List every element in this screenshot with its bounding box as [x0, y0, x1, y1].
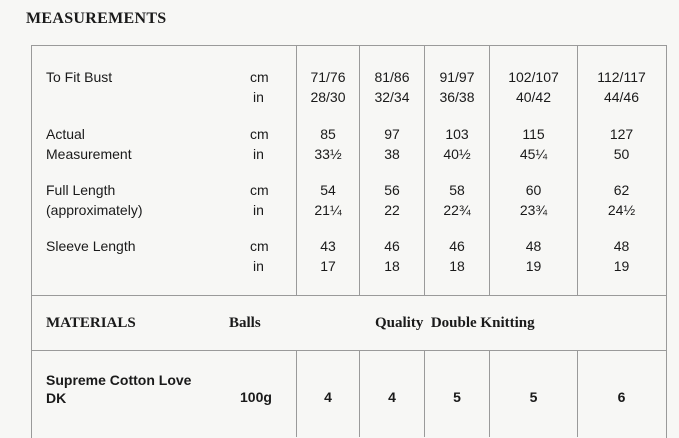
yarn-name: DK [46, 390, 67, 406]
value-cell: 97 [384, 126, 400, 142]
page-title: MEASUREMENTS [26, 10, 167, 27]
value-cell: 50 [613, 146, 630, 162]
unit-in: in [253, 258, 264, 274]
value-cell: 48 [525, 238, 542, 254]
value-cell: 17 [320, 258, 336, 274]
value-cell: 127 [609, 126, 634, 142]
row-label: Actual [46, 126, 85, 142]
unit-cm: cm [250, 126, 269, 142]
value-cell: 45¼ [519, 146, 548, 162]
value-cell: 115 [522, 126, 545, 142]
value-cell: 32/34 [374, 89, 410, 105]
value-cell: 40/42 [515, 89, 552, 105]
ball-count: 5 [529, 389, 538, 405]
unit-cm: cm [250, 182, 269, 198]
value-cell: 46 [384, 238, 400, 254]
value-cell: 112/117 [597, 69, 646, 85]
unit-in: in [253, 146, 264, 162]
value-cell: 54 [320, 182, 336, 198]
value-cell: 19 [525, 258, 542, 274]
value-cell: 48 [613, 238, 630, 254]
row-label: To Fit Bust [46, 69, 113, 85]
value-cell: 46 [449, 238, 465, 254]
value-cell: 91/97 [439, 69, 475, 85]
materials-heading: MATERIALS [46, 315, 136, 331]
value-cell: 21¼ [314, 202, 342, 218]
value-cell: 24½ [607, 202, 636, 218]
row-label: Full Length [46, 182, 116, 198]
value-cell: 18 [449, 258, 465, 274]
ball-count: 5 [453, 389, 461, 405]
value-cell: 58 [449, 182, 465, 198]
value-cell: 85 [320, 126, 336, 142]
value-cell: 56 [384, 182, 400, 198]
value-cell: 103 [445, 126, 469, 142]
divider-h [31, 295, 666, 296]
value-cell: 38 [384, 146, 400, 162]
value-cell: 22¾ [443, 202, 471, 218]
divider-h [31, 350, 666, 351]
value-cell: 33½ [314, 146, 342, 162]
quality-label: Quality Double Knitting [375, 315, 535, 331]
value-cell: 60 [525, 182, 542, 198]
value-cell: 40½ [443, 146, 471, 162]
value-cell: 71/76 [310, 69, 346, 85]
yarn-weight: 100g [240, 389, 272, 405]
ball-count: 4 [324, 389, 332, 405]
value-cell: 43 [320, 238, 336, 254]
value-cell: 102/107 [508, 69, 559, 85]
ball-count: 6 [617, 389, 626, 405]
ball-count: 4 [388, 389, 396, 405]
unit-in: in [253, 202, 264, 218]
value-cell: 23¾ [519, 202, 548, 218]
value-cell: 19 [613, 258, 630, 274]
value-cell: 44/46 [603, 89, 640, 105]
unit-in: in [253, 89, 264, 105]
value-cell: 62 [613, 182, 630, 198]
value-cell: 22 [384, 202, 400, 218]
value-cell: 81/86 [374, 69, 410, 85]
unit-cm: cm [250, 238, 269, 254]
yarn-name: Supreme Cotton Love [46, 372, 192, 388]
value-cell: 28/30 [310, 89, 346, 105]
unit-cm: cm [250, 69, 269, 85]
value-cell: 36/38 [439, 89, 475, 105]
balls-label: Balls [229, 315, 261, 331]
row-label: Measurement [46, 146, 132, 162]
row-label: Sleeve Length [46, 238, 136, 254]
row-label: (approximately) [46, 202, 143, 218]
value-cell: 18 [384, 258, 400, 274]
